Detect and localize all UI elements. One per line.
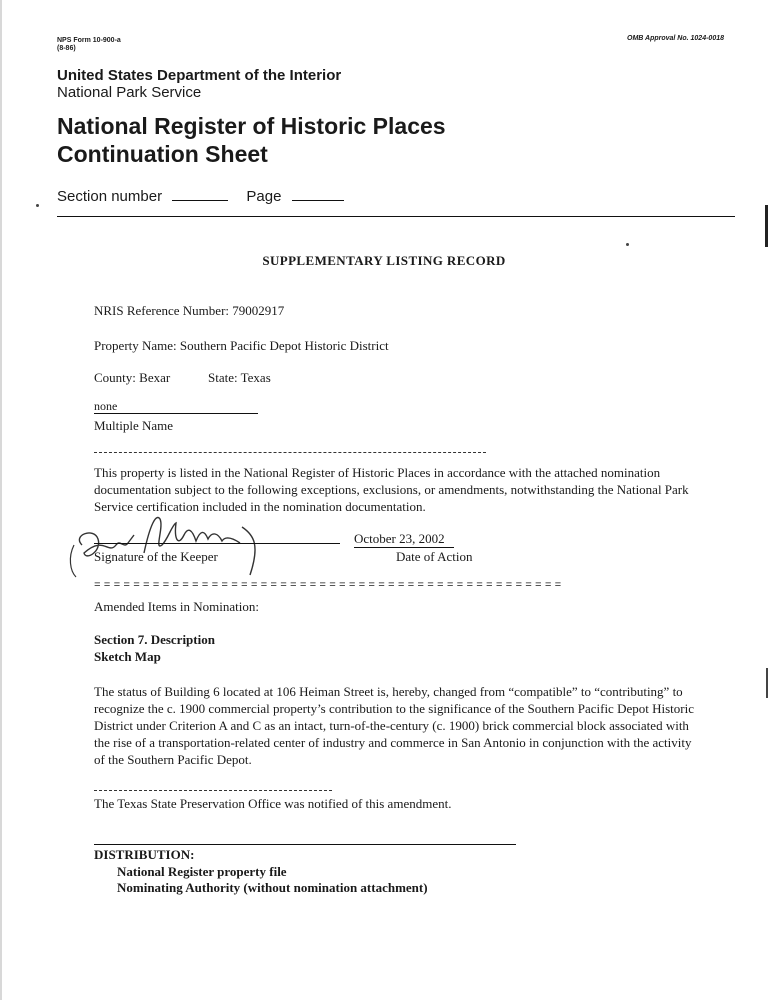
scan-speck: [36, 204, 39, 207]
document-title: [57, 112, 446, 168]
form-number: NPS Form 10-900-a: [57, 37, 121, 44]
distribution-rule: [94, 844, 516, 845]
multiple-name-value: none: [94, 399, 258, 414]
signature-label: Signature of the Keeper: [94, 549, 218, 564]
signature-line: [94, 543, 340, 544]
section-page-line: [57, 188, 344, 205]
page-blank: [292, 199, 344, 201]
form-date: (8-86): [57, 45, 76, 52]
agency-name: National Park Service: [57, 84, 202, 101]
notification-text: The Texas State Preservation Office was notified of this amendment.: [94, 796, 452, 811]
amended-items-label: Amended Items in Nomination:: [94, 599, 260, 614]
date-label: Date of Action: [396, 549, 473, 564]
distribution-item: Nominating Authority (without nomination attachment): [117, 880, 428, 895]
property-name: Property Name: Southern Pacific Depot Historic District: [94, 338, 389, 353]
header-rule: [57, 216, 735, 217]
action-date: October 23, 2002: [354, 531, 454, 548]
form-identifier: [57, 37, 121, 53]
dashed-separator: [94, 452, 486, 453]
department-name: United States Department of the Interior: [57, 67, 342, 84]
amendment-text: The status of Building 6 located at 106 Heiman Street is, hereby, changed from “compatible” to “contributing” to recognize the c. 1900 commercial property’s contribution to the significance of the Southern Pacific Depot Historic District under Criterion A and C as an intact, turn-of-the-century (c. 1900) brick commercial block associated with the rise of a transportation-related center of industry and commerce in San Antonio in conjunction with the activity of the Southern Pacific Depot.: [94, 684, 694, 767]
county: County: Bexar: [94, 370, 171, 385]
title-line-1: National Register of Historic Places: [57, 113, 446, 139]
distribution-item: National Register property file: [117, 864, 287, 879]
scan-edge: [0, 0, 2, 1000]
section-number-label: Section number: [57, 188, 163, 205]
section-number-blank: [172, 199, 228, 201]
keeper-signature: [64, 505, 324, 583]
section-heading: Section 7. Description: [94, 632, 215, 647]
double-separator: ================================================: [94, 580, 565, 592]
scan-speck: [626, 243, 629, 246]
multiple-name-label: Multiple Name: [94, 418, 174, 433]
subsection-heading: Sketch Map: [94, 649, 161, 664]
title-line-2: Continuation Sheet: [57, 141, 268, 167]
listing-statement: This property is listed in the National Register of Historic Places in accordance with the attached nomination documentation subject to the following exceptions, exclusions, or amendments, notwithstanding the National Park Service certification included in the nomination documentation.: [94, 465, 689, 514]
page-label: Page: [246, 188, 282, 205]
distribution-heading: DISTRIBUTION:: [94, 847, 195, 862]
state: State: Texas: [208, 370, 271, 385]
dashed-separator-2: [94, 790, 332, 791]
omb-approval: OMB Approval No. 1024-0018: [627, 35, 724, 42]
record-heading: SUPPLEMENTARY LISTING RECORD: [262, 253, 506, 268]
nris-reference: NRIS Reference Number: 79002917: [94, 303, 285, 318]
